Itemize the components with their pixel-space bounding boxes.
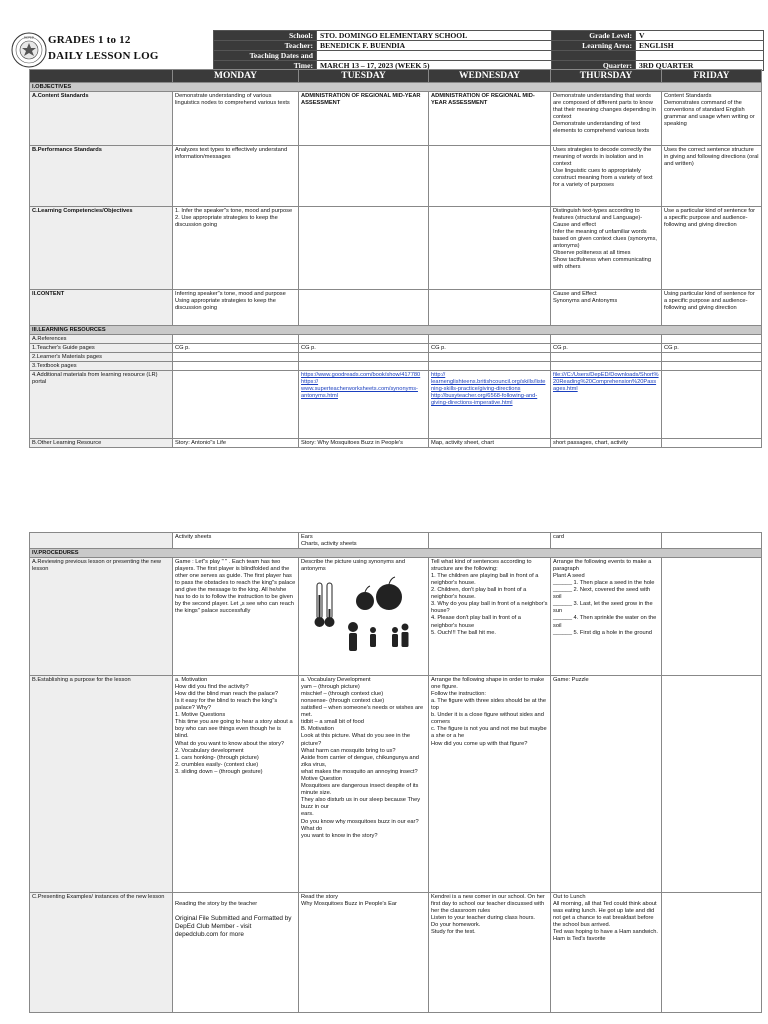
cell-monday: CG p.	[173, 344, 299, 353]
cell-monday: Activity sheets	[173, 533, 299, 549]
reviewing-row	[30, 558, 762, 676]
cell-tuesday: ADMINISTRATION OF REGIONAL MID-YEAR ASSESSMENT	[299, 92, 429, 146]
cell-thursday: Demonstrate understanding that words are composed of different parts to know that their meaning changes depending in context Demonstrate understanding of text elements to comprehend various texts	[551, 92, 662, 146]
presenting-row	[30, 893, 762, 1013]
content-row	[30, 290, 762, 326]
competencies-row	[30, 207, 762, 290]
svg-text:DEPED: DEPED	[23, 35, 35, 40]
cell-friday	[662, 676, 762, 893]
watermark-note: Original File Submitted and Formatted by DepEd Club Member - visit depedclub.com for more	[175, 914, 292, 938]
cell-monday: 1. Infer the speaker"s tone, mood and purpose 2. Use appropriate strategies to keep the discussion going	[173, 207, 299, 290]
day-wednesday: WEDNESDAY	[429, 70, 551, 83]
cell-friday: Content Standards Demonstrates command of the conventions of standard English grammar and usage when writing or speaking	[662, 92, 762, 146]
references-row	[30, 335, 762, 344]
header-info-table	[213, 30, 764, 71]
textbook-row	[30, 362, 762, 371]
row-label: B.Performance Standards	[30, 146, 173, 207]
school-label: School:	[214, 31, 317, 41]
other-resources-row	[30, 439, 762, 448]
cell-monday: a. Motivation How did you find the activity? How did the blind man reach the palace? Is it easy for the blind to reach the king"s palace? Why? 1. Motive Questions This time you are going to hear a story about a boy who can see things even though he is blind. What do you want to know about the story? 2. Vocabulary development 1. cars honking- (through picture) 2. crumbles easily- (context clue) 3. sliding down – (through gesture)	[173, 676, 299, 893]
cell-thursday: Cause and Effect Synonyms and Antonyms	[551, 290, 662, 326]
teacher-value: BENEDICK F. BUENDIA	[317, 41, 552, 51]
carry-over-row	[30, 533, 762, 549]
row-label: C.Learning Competencies/Objectives	[30, 207, 173, 290]
cell-thursday: CG p.	[551, 344, 662, 353]
monday-present-line1: Reading the story by the teacher	[175, 900, 258, 907]
row-label: A.Reviewing previous lesson or presenting the new lesson	[30, 558, 173, 676]
cell-tuesday: a. Vocabulary Development yam – (through picture) mischief – (through context clue) nonsense- (through context clue) satisfied – when someone's needs or wishes are met. tidbit – a small bit of food B. Motivation Look at this picture. What do you see in the picture? What harm can mosquito bring to us? Aside from carrier of dengue, chikungunya and zika virus, what makes the mosquito an annoying insect? Motive Question Mosquitoes are dangerous insect despite of its minute size. They also disturb us in our sleep because They buzz in our ears. Do you know why mosquitoes buzz in our ear? What do you want to know in the story?	[299, 676, 429, 893]
deped-seal-icon	[11, 32, 47, 68]
thermometer-icon	[315, 583, 334, 627]
grade-label: Grade Level:	[552, 31, 636, 41]
header-title-line2: DAILY LESSON LOG	[48, 50, 159, 62]
quarter-value: 3RD QUARTER	[636, 61, 764, 71]
cell-monday: Story: Antonio"s Life	[173, 439, 299, 448]
cell-thursday: Distinguish text-types according to features (structural and Language)- Cause and effect Infer the meaning of unfamiliar words based on given context clues (synonyms, antonyms) Observe politeness at all times Show tactfulness when communicating with others	[551, 207, 662, 290]
cell-wednesday	[429, 290, 551, 326]
cell-friday	[662, 893, 762, 1013]
cell-tuesday: CG p.	[299, 344, 429, 353]
apple-icon	[356, 577, 402, 610]
cell-wednesday: Kendrei is a new comer in our school. On her first day to school our teacher discussed with her the classroom rules Listen to your teacher during class hours. Do your homework. Study for the test.	[429, 893, 551, 1013]
dates-label: Teaching Dates and	[214, 51, 317, 61]
day-header-row	[30, 70, 762, 83]
cell-friday: CG p.	[662, 344, 762, 353]
learner-materials-row	[30, 353, 762, 362]
day-thursday: THURSDAY	[551, 70, 662, 83]
cell-wednesday: Map, activity sheet, chart	[429, 439, 551, 448]
area-label: Learning Area:	[552, 41, 636, 51]
cell-thursday: card	[551, 533, 662, 549]
day-monday: MONDAY	[173, 70, 299, 83]
quarter-label: Quarter:	[552, 61, 636, 71]
cell-thursday: Out to Lunch All morning, all that Ted could think about was eating lunch. He got up late and did not get a chance to eat breakfast before the school bus arrived. Ted was hoping to have a Ham sandwich. Ham is Ted's favorite	[551, 893, 662, 1013]
synonym-antonym-illustration	[303, 575, 421, 655]
row-label: 3.Textbook pages	[30, 362, 173, 371]
header-brand	[10, 30, 210, 72]
cell-tuesday: Ears Charts, activity sheets	[299, 533, 429, 549]
procedures-section-row	[30, 549, 762, 558]
cell-monday: Game : Let"s play " " . Each team has two players. The first player is blindfolded and the other one serves as guide. The first player has to pass the obstacles to reach the king"s palace and give the message to the king. All he/she has to do is to follow the instruction to be given by the second player. Let „s see who can reach the kings" palace successfully	[173, 558, 299, 676]
cell-tuesday	[299, 207, 429, 290]
cell-friday	[662, 439, 762, 448]
teacher-label: Teacher:	[214, 41, 317, 51]
cell-wednesday: Arrange the following shape in order to make one figure. Follow the instruction: a. The figure with three sides should be at the top b. Under it is a close figure without sides and corners c. The figure is not you and not me but maybe a she or a he How did you come up with that figure?	[429, 676, 551, 893]
lesson-log-table-page1	[29, 69, 762, 448]
resources-section-label: III.LEARNING RESOURCES	[30, 326, 762, 335]
cell-thursday: Game: Puzzle	[551, 676, 662, 893]
cell-friday: Uses the correct sentence structure in giving and following directions (oral and written)	[662, 146, 762, 207]
establishing-row	[30, 676, 762, 893]
day-tuesday: TUESDAY	[299, 70, 429, 83]
cell-wednesday: CG p.	[429, 344, 551, 353]
cell-tuesday: Read the story Why Mosquitoes Buzz in People's Ear	[299, 893, 429, 1013]
cell-monday	[173, 893, 299, 1013]
row-label: 1.Teacher's Guide pages	[30, 344, 173, 353]
people-icon	[348, 622, 409, 651]
row-label: 2.Learner's Materials pages	[30, 353, 173, 362]
school-value: STO. DOMINGO ELEMENTARY SCHOOL	[317, 31, 552, 41]
day-friday: FRIDAY	[662, 70, 762, 83]
row-label: C.Presenting Examples/ instances of the new lesson	[30, 893, 173, 1013]
link-cell-wednesday[interactable]: http:// learnenglishteens.britishcouncil.org/skills/listening-skills-practice/giving-directions http://busyteacher.org/6568-following-and-giving-directions-imperative.html	[429, 371, 551, 439]
additional-materials-row	[30, 371, 762, 439]
cell-friday	[662, 558, 762, 676]
resources-section-row	[30, 326, 762, 335]
cell-wednesday	[429, 146, 551, 207]
lesson-log-page-2	[0, 530, 768, 1024]
objectives-section-label: I.OBJECTIVES	[30, 83, 762, 92]
lesson-log-page-1	[0, 0, 768, 478]
cell-wednesday	[429, 207, 551, 290]
cell-monday: Inferring speaker"s tone, mood and purpose Using appropriate strategies to keep the discussion going	[173, 290, 299, 326]
cell-wednesday: Tell what kind of sentences according to structure are the following: 1. The children are playing ball in front of a neighbor's house. 2. Children, don't play ball in front of a neighbor's house. 3. Why do you play ball in front of a neighbor's house? 4. Please don't play ball in front of a neighbor's house 5. Ouch!!! The ball hit me.	[429, 558, 551, 676]
objectives-section-row	[30, 83, 762, 92]
lesson-log-table-page2	[29, 532, 762, 1013]
cell-monday: Demonstrate understanding of various linguistics nodes to comprehend various texts	[173, 92, 299, 146]
cell-monday: Analyzes text types to effectively understand information/messages	[173, 146, 299, 207]
cell-friday: Use a particular kind of sentence for a specific purpose and audience- following and giving direction	[662, 207, 762, 290]
cell-tuesday	[299, 290, 429, 326]
cell-thursday: Uses strategies to decode correctly the meaning of words in isolation and in context Use linguistic cues to appropriately construct meaning from a variety of text for a variety of purposes	[551, 146, 662, 207]
cell-tuesday	[299, 146, 429, 207]
content-standards-row	[30, 92, 762, 146]
row-label: B.Other Learning Resource	[30, 439, 173, 448]
cell-wednesday: ADMINISTRATION OF REGIONAL MID-YEAR ASSESSMENT	[429, 92, 551, 146]
cell-thursday: Arrange the following events to make a paragraph Plant A seed ______ 1. Then place a seed in the hole ______ 2. Next, covered the seed with soil ______ 3. Last, let the seed grow in the sun ______ 4. Then sprinkle the water on the soil ______ 5. First dig a hole in the ground	[551, 558, 662, 676]
time-label: Time:	[214, 61, 317, 71]
cell-tuesday	[299, 558, 429, 676]
link-cell-tuesday[interactable]: https://www.goodreads.com/book/show/417780 https:// www.superteacherworksheets.com/synonyms-antonyms.html	[299, 371, 429, 439]
row-label: A.References	[30, 335, 173, 344]
link-cell-thursday[interactable]: file:///C:/Users/DepED/Downloads/Short%20Reading%20Comprehension%20Passages.html	[551, 371, 662, 439]
cell-thursday: short passages, chart, activity	[551, 439, 662, 448]
cell-friday	[662, 533, 762, 549]
row-label: B.Establishing a purpose for the lesson	[30, 676, 173, 893]
cell-wednesday	[429, 533, 551, 549]
cell-monday	[173, 371, 299, 439]
dates-value: MARCH 13 – 17, 2023 (WEEK 5)	[317, 61, 552, 71]
performance-standards-row	[30, 146, 762, 207]
teacher-guide-row	[30, 344, 762, 353]
grade-value: V	[636, 31, 764, 41]
row-label: A.Content Standards	[30, 92, 173, 146]
row-label: II.CONTENT	[30, 290, 173, 326]
header-title-line1: GRADES 1 to 12	[48, 34, 131, 46]
row-label: 4.Additional materials from learning resource (LR) portal	[30, 371, 173, 439]
procedures-section-label: IV.PROCEDURES	[30, 549, 762, 558]
cell-tuesday: Story: Why Mosquitoes Buzz in People's	[299, 439, 429, 448]
tuesday-review-text: Describe the picture using synonyms and antonyms	[301, 558, 406, 572]
cell-friday	[662, 371, 762, 439]
area-value: ENGLISH	[636, 41, 764, 51]
cell-friday: Using particular kind of sentence for a specific purpose and audience- following and giving direction	[662, 290, 762, 326]
